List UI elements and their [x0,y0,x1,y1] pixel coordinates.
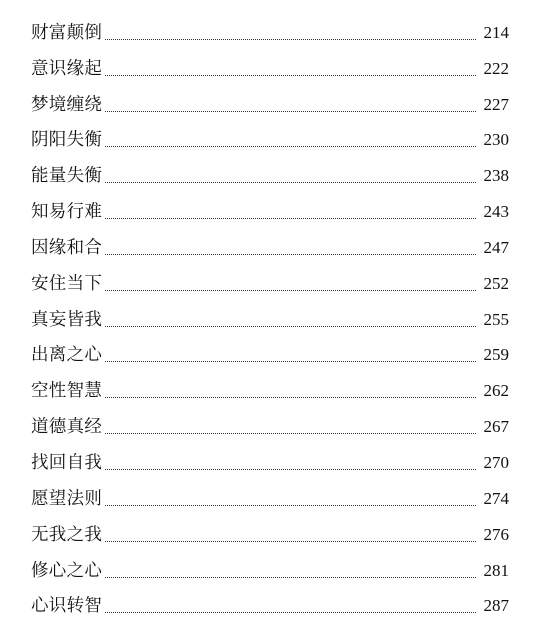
toc-entry-page-number: 230 [483,130,509,150]
toc-entry[interactable] [31,335,509,371]
toc-entry-title: 找回自我 [31,452,103,473]
toc-entry[interactable] [31,191,509,227]
toc-entry[interactable] [31,406,509,442]
toc-entry-page-number: 274 [483,488,509,508]
toc-entry-title: 能量失衡 [31,166,103,187]
toc-entry[interactable] [31,84,509,120]
toc-entry-title: 修心之心 [31,560,103,581]
dot-leader [105,433,476,434]
toc-entry[interactable] [31,263,509,299]
toc-entry[interactable] [31,478,509,514]
toc-entry[interactable] [31,12,509,48]
toc-entry-title: 真妄皆我 [31,309,103,330]
dot-leader [105,146,476,147]
dot-leader [105,218,476,219]
toc-entry-title: 意识缘起 [31,58,103,79]
toc-entry-page-number: 222 [483,58,509,78]
toc-entry-page-number: 238 [483,166,509,186]
toc-entry[interactable] [31,299,509,335]
dot-leader [105,541,476,542]
toc-entry-page-number: 243 [483,202,509,222]
dot-leader [105,75,476,76]
toc-entry-title: 空性智慧 [31,381,103,402]
toc-entry-title: 心识转智 [31,596,103,617]
toc-entry-page-number: 262 [483,381,509,401]
toc-entry-page-number: 255 [483,309,509,329]
toc-entry-title: 梦境缠绕 [31,94,103,115]
toc-entry[interactable] [31,48,509,84]
dot-leader [105,254,476,255]
toc-entry-title: 知易行难 [31,202,103,223]
toc-entry-title: 阴阳失衡 [31,130,103,151]
toc-entry-title: 财富颠倒 [31,22,103,43]
toc-entry[interactable] [31,442,509,478]
toc-entry-page-number: 276 [483,524,509,544]
table-of-contents [31,12,509,621]
dot-leader [105,326,476,327]
toc-entry[interactable] [31,227,509,263]
toc-entry-title: 出离之心 [31,345,103,366]
toc-entry-page-number: 259 [483,345,509,365]
dot-leader [105,290,476,291]
toc-entry-page-number: 252 [483,273,509,293]
dot-leader [105,612,476,613]
toc-entry-page-number: 247 [483,237,509,257]
toc-entry-page-number: 214 [483,22,509,42]
toc-entry-page-number: 227 [483,94,509,114]
dot-leader [105,577,476,578]
toc-entry[interactable] [31,370,509,406]
toc-entry-page-number: 267 [483,417,509,437]
dot-leader [105,397,476,398]
toc-entry-title: 道德真经 [31,417,103,438]
toc-entry-title: 安住当下 [31,273,103,294]
toc-entry[interactable] [31,514,509,550]
dot-leader [105,469,476,470]
dot-leader [105,182,476,183]
toc-entry[interactable] [31,155,509,191]
dot-leader [105,111,476,112]
toc-entry-page-number: 270 [483,452,509,472]
toc-entry-page-number: 281 [483,560,509,580]
toc-entry-page-number: 287 [483,596,509,616]
toc-entry[interactable] [31,120,509,156]
toc-entry-title: 愿望法则 [31,488,103,509]
dot-leader [105,505,476,506]
toc-entry-title: 无我之我 [31,524,103,545]
toc-entry[interactable] [31,586,509,622]
dot-leader [105,39,476,40]
toc-entry[interactable] [31,550,509,586]
dot-leader [105,361,476,362]
toc-entry-title: 因缘和合 [31,237,103,258]
